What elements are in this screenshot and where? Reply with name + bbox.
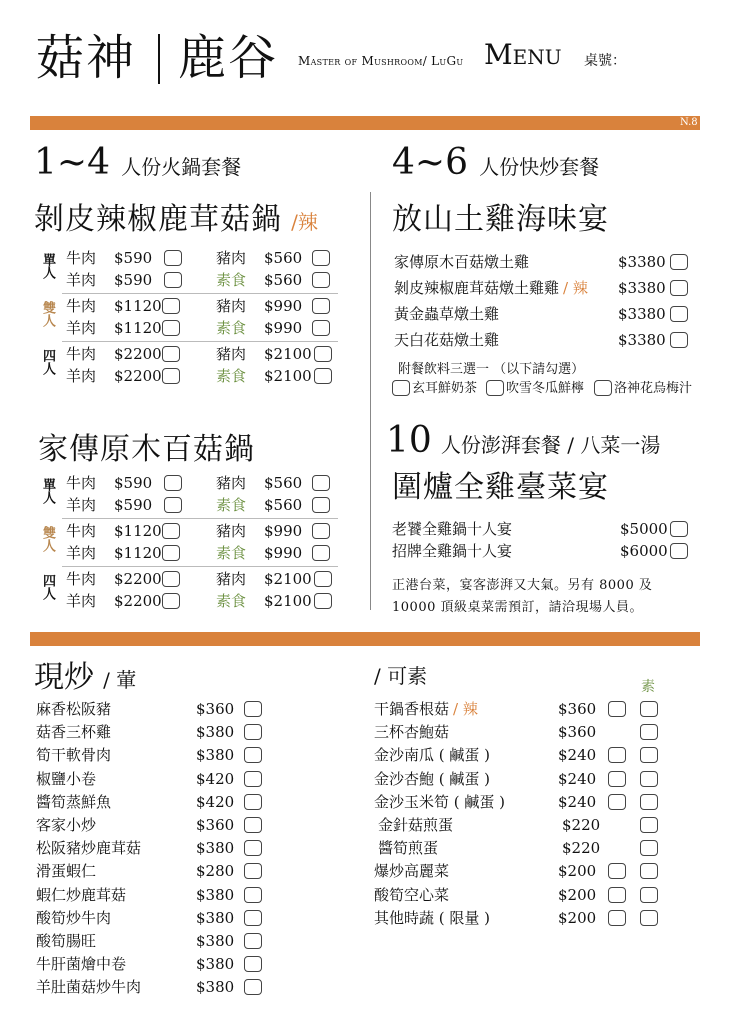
portion-label: 四人 [40,574,55,600]
meat-type: 素食 [216,544,247,562]
meat-type: 素食 [216,367,247,385]
dish-name: 金沙玉米筍 ( 鹹蛋 ) [374,792,506,811]
dish-price: $200 [558,908,597,927]
meat-type: 素食 [216,496,247,514]
dish-price: $380 [196,932,235,950]
checkbox[interactable] [670,521,688,537]
checkbox[interactable] [608,701,626,717]
checkbox[interactable] [244,956,262,972]
checkbox[interactable] [164,497,182,513]
checkbox[interactable] [314,368,332,384]
checkbox[interactable] [312,545,330,561]
set-a-heading-number: 1~4 [34,142,110,183]
veg-checkbox[interactable] [640,701,658,717]
dish-name: 酸筍炒牛肉 [36,908,112,927]
dish-name: 金針菇煎蛋 [378,816,454,834]
dish-price: $360 [558,723,597,742]
checkbox[interactable] [608,863,626,879]
checkbox[interactable] [244,771,262,787]
drink-checkbox[interactable] [486,380,504,396]
dish-name: 三杯杏鮑菇 [374,723,450,742]
checkbox[interactable] [312,250,330,266]
dish-name-wrap [374,860,449,882]
price: $560 [264,474,303,492]
price: $990 [264,297,303,315]
portion-label: 雙人 [40,526,55,552]
set-a-spicy-tag: /辣 [291,210,318,234]
set-d-heading-text: 人份澎湃套餐 / 八菜一湯 [440,433,661,457]
price: $990 [264,522,303,540]
dish-name-wrap [374,721,449,743]
dish-price: $360 [196,816,235,834]
dish-name: 其他時蔬 ( 限量 ) [374,908,491,927]
meat-type: 羊肉 [66,367,97,385]
brand-divider [158,34,160,84]
column-divider [370,192,371,610]
set-d-heading [386,420,660,461]
dish-name: 菇香三杯雞 [36,723,112,742]
portion-label: 單人 [40,253,55,279]
stirfry-heading [34,652,136,696]
dish-price: $200 [558,885,597,904]
meat-type: 素食 [216,271,247,289]
dish-name-wrap [374,907,490,929]
price: $2100 [264,367,312,385]
dish-name: 醬筍蒸鮮魚 [36,792,112,811]
set-a-title-text: 剝皮辣椒鹿茸菇鍋 [34,202,282,237]
checkbox[interactable] [670,280,688,296]
checkbox[interactable] [244,933,262,949]
brand-name-b-wrap [178,28,278,88]
checkbox[interactable] [608,910,626,926]
set-d-note-1: 正港台菜，宴客澎湃又大氣。另有 8000 及 [392,578,653,593]
checkbox[interactable] [312,523,330,539]
price: $990 [264,319,303,337]
veg-checkbox[interactable] [640,724,658,740]
group-separator [62,518,338,519]
checkbox[interactable] [244,840,262,856]
page-number: N.8 [680,117,698,128]
meat-type: 羊肉 [66,319,97,337]
dish-price: $360 [196,700,235,718]
meat-type: 羊肉 [66,496,97,514]
dish-name-wrap [374,744,490,766]
dish-name: 羊肚菌菇炒牛肉 [36,978,142,997]
group-separator [62,341,338,342]
dish-name: 椒鹽小卷 [36,769,97,788]
meat-type: 素食 [216,592,247,610]
meat-type: 牛肉 [66,345,97,363]
price: $1120 [114,522,162,540]
set-d-heading-number: 10 [386,420,432,461]
table-number-label: 桌號： [584,53,626,69]
dish-price: $240 [558,746,597,765]
set-d-title: 圍爐全雞臺菜宴 [392,470,609,505]
dish-name: 金沙杏鮑 ( 鹹蛋 ) [374,769,491,788]
item-name: 天白花菇燉土雞 [394,331,500,349]
portion-label: 單人 [40,478,55,504]
set-d-item-price: $6000 [620,542,668,560]
checkbox[interactable] [244,979,262,995]
portion-label: 雙人 [40,301,55,327]
dish-price: $240 [558,792,597,811]
checkbox[interactable] [312,272,330,288]
checkbox[interactable] [162,523,180,539]
dish-price: $380 [196,978,235,997]
dish-name-wrap [378,814,453,836]
set-d-item-name: 招牌全雞鍋十人宴 [392,542,513,560]
item-name: 黃金蟲草燉土雞 [394,305,500,323]
dish-price: $380 [196,746,235,765]
dish-price: $220 [562,816,601,834]
set-d-item-price: $5000 [620,520,668,538]
dish-price: $220 [562,839,601,858]
checkbox[interactable] [670,543,688,559]
price: $2200 [114,345,162,363]
dish-name-wrap [374,698,478,720]
brand-title [36,28,136,88]
checkbox[interactable] [314,593,332,609]
dish-price: $380 [196,839,235,858]
dish-name: 干鍋香根菇 [374,700,450,718]
checkbox[interactable] [312,320,330,336]
set-c-item [394,251,529,273]
price: $590 [114,249,153,267]
meat-type: 牛肉 [66,522,97,540]
portion-label: 四人 [40,349,55,375]
dish-name: 醬筍煎蛋 [378,839,439,858]
dish-name-wrap [374,791,505,813]
checkbox[interactable] [162,571,180,587]
item-price: $3380 [618,279,666,297]
checkbox[interactable] [162,346,180,362]
veg-checkbox[interactable] [640,863,658,879]
dish-price: $380 [196,885,235,904]
meat-type: 豬肉 [216,249,247,267]
dish-name: 麻香松阪豬 [36,700,112,718]
group-separator [62,566,338,567]
checkbox[interactable] [162,320,180,336]
drink-option: 吹雪冬瓜鮮檸 [506,381,585,396]
dish-price: $380 [196,908,235,927]
meat-type: 豬肉 [216,474,247,492]
dish-price: $240 [558,769,597,788]
item-name: 家傳原木百菇燉土雞 [394,253,530,271]
dish-name: 牛肝菌燴中卷 [36,955,127,974]
meat-type: 豬肉 [216,522,247,540]
group-separator [62,293,338,294]
checkbox[interactable] [670,254,688,270]
price: $1120 [114,544,162,562]
meat-type: 牛肉 [66,474,97,492]
brand-name-a: 菇神 [36,30,137,86]
dish-name: 松阪豬炒鹿茸菇 [36,839,142,858]
veg-column-label: 素 [641,679,655,695]
checkbox[interactable] [244,794,262,810]
drink-checkbox[interactable] [392,380,410,396]
meat-type: 牛肉 [66,297,97,315]
set-c-heading-text: 人份快炒套餐 [479,155,600,179]
dish-name: 酸筍腸旺 [36,932,97,950]
price: $590 [114,474,153,492]
set-c-title: 放山土雞海味宴 [392,202,609,237]
drink-option: 洛神花烏梅汁 [614,381,693,396]
set-c-item [394,277,588,299]
item-price: $3380 [618,305,666,323]
item-name: 剝皮辣椒鹿茸菇燉土雞雞 [394,279,560,297]
meat-type: 豬肉 [216,570,247,588]
meat-type: 羊肉 [66,592,97,610]
price: $2200 [114,367,162,385]
dish-name-wrap [378,837,438,859]
set-c-heading [392,142,599,183]
menu-heading: Menu [484,38,562,71]
veg-checkbox[interactable] [640,747,658,763]
checkbox[interactable] [244,724,262,740]
price: $2200 [114,570,162,588]
checkbox[interactable] [244,887,262,903]
brand-name-b: 鹿谷 [178,30,279,86]
set-c-heading-number: 4~6 [392,142,468,183]
price: $590 [114,496,153,514]
dish-price: $360 [558,700,597,718]
checkbox[interactable] [162,545,180,561]
dish-price: $380 [196,955,235,974]
drink-option: 玄耳鮮奶茶 [412,381,478,396]
set-a-title [34,194,318,238]
price: $560 [264,496,303,514]
stirfry-veg-tag: / 可素 [374,664,428,688]
checkbox[interactable] [608,747,626,763]
veg-checkbox[interactable] [640,840,658,856]
meat-type: 羊肉 [66,544,97,562]
veg-checkbox[interactable] [640,817,658,833]
item-price: $3380 [618,331,666,349]
dish-price: $380 [196,723,235,742]
veg-checkbox[interactable] [640,887,658,903]
checkbox[interactable] [670,306,688,322]
drink-checkbox[interactable] [594,380,612,396]
middle-divider-bar [30,632,700,646]
price: $990 [264,544,303,562]
dish-name: 筍干軟骨肉 [36,746,112,765]
dish-name: 酸筍空心菜 [374,885,450,904]
checkbox[interactable] [162,593,180,609]
meat-type: 羊肉 [66,271,97,289]
checkbox[interactable] [164,272,182,288]
dish-price: $420 [196,769,235,788]
checkbox[interactable] [244,863,262,879]
veg-checkbox[interactable] [640,910,658,926]
set-a-heading [34,142,241,183]
price: $2100 [264,570,312,588]
spicy-tag: / 辣 [563,279,588,297]
price: $2100 [264,592,312,610]
meat-type: 豬肉 [216,345,247,363]
dish-price: $200 [558,862,597,881]
set-d-item-name: 老饕全雞鍋十人宴 [392,520,513,538]
checkbox[interactable] [244,701,262,717]
meat-type: 素食 [216,319,247,337]
dish-name-wrap [374,884,449,906]
stirfry-meat-tag: / 葷 [103,668,137,692]
price: $1120 [114,297,162,315]
veg-checkbox[interactable] [640,771,658,787]
dish-name: 客家小炒 [36,816,97,834]
checkbox[interactable] [244,817,262,833]
stirfry-title: 現炒 [34,660,94,695]
item-price: $3380 [618,253,666,271]
checkbox[interactable] [162,368,180,384]
checkbox[interactable] [244,910,262,926]
checkbox[interactable] [314,346,332,362]
dish-name: 爆炒高麗菜 [374,862,450,881]
dish-name: 金沙南瓜 ( 鹹蛋 ) [374,746,491,765]
checkbox[interactable] [314,571,332,587]
top-divider-bar [30,116,700,130]
checkbox[interactable] [608,794,626,810]
dish-name: 蝦仁炒鹿茸菇 [36,885,127,904]
spicy-tag: / 辣 [453,700,478,718]
meat-type: 豬肉 [216,297,247,315]
dish-name-wrap [374,768,490,790]
price: $560 [264,249,303,267]
drink-note: 附餐飲料三選一 （以下請勾選） [398,362,585,377]
set-d-note-2: 10000 頂級桌菜需預訂，請洽現場人員。 [392,600,643,615]
dish-price: $420 [196,792,235,811]
set-b-title: 家傳原木百菇鍋 [38,432,255,467]
price: $1120 [114,319,162,337]
dish-name: 滑蛋蝦仁 [36,862,97,881]
price: $560 [264,271,303,289]
dish-price: $280 [196,862,235,881]
set-c-item [394,303,499,325]
checkbox[interactable] [244,747,262,763]
meat-type: 牛肉 [66,570,97,588]
meat-type: 牛肉 [66,249,97,267]
checkbox[interactable] [164,475,182,491]
checkbox[interactable] [164,250,182,266]
price: $2100 [264,345,312,363]
set-a-heading-text: 人份火鍋套餐 [121,155,242,179]
price: $590 [114,271,153,289]
veg-checkbox[interactable] [640,794,658,810]
price: $2200 [114,592,162,610]
set-c-item [394,329,499,351]
brand-subtitle: Master of Mushroom/ LuGu [298,54,464,68]
checkbox[interactable] [312,497,330,513]
checkbox[interactable] [670,332,688,348]
checkbox[interactable] [162,298,180,314]
checkbox[interactable] [608,887,626,903]
checkbox[interactable] [608,771,626,787]
checkbox[interactable] [312,298,330,314]
checkbox[interactable] [312,475,330,491]
